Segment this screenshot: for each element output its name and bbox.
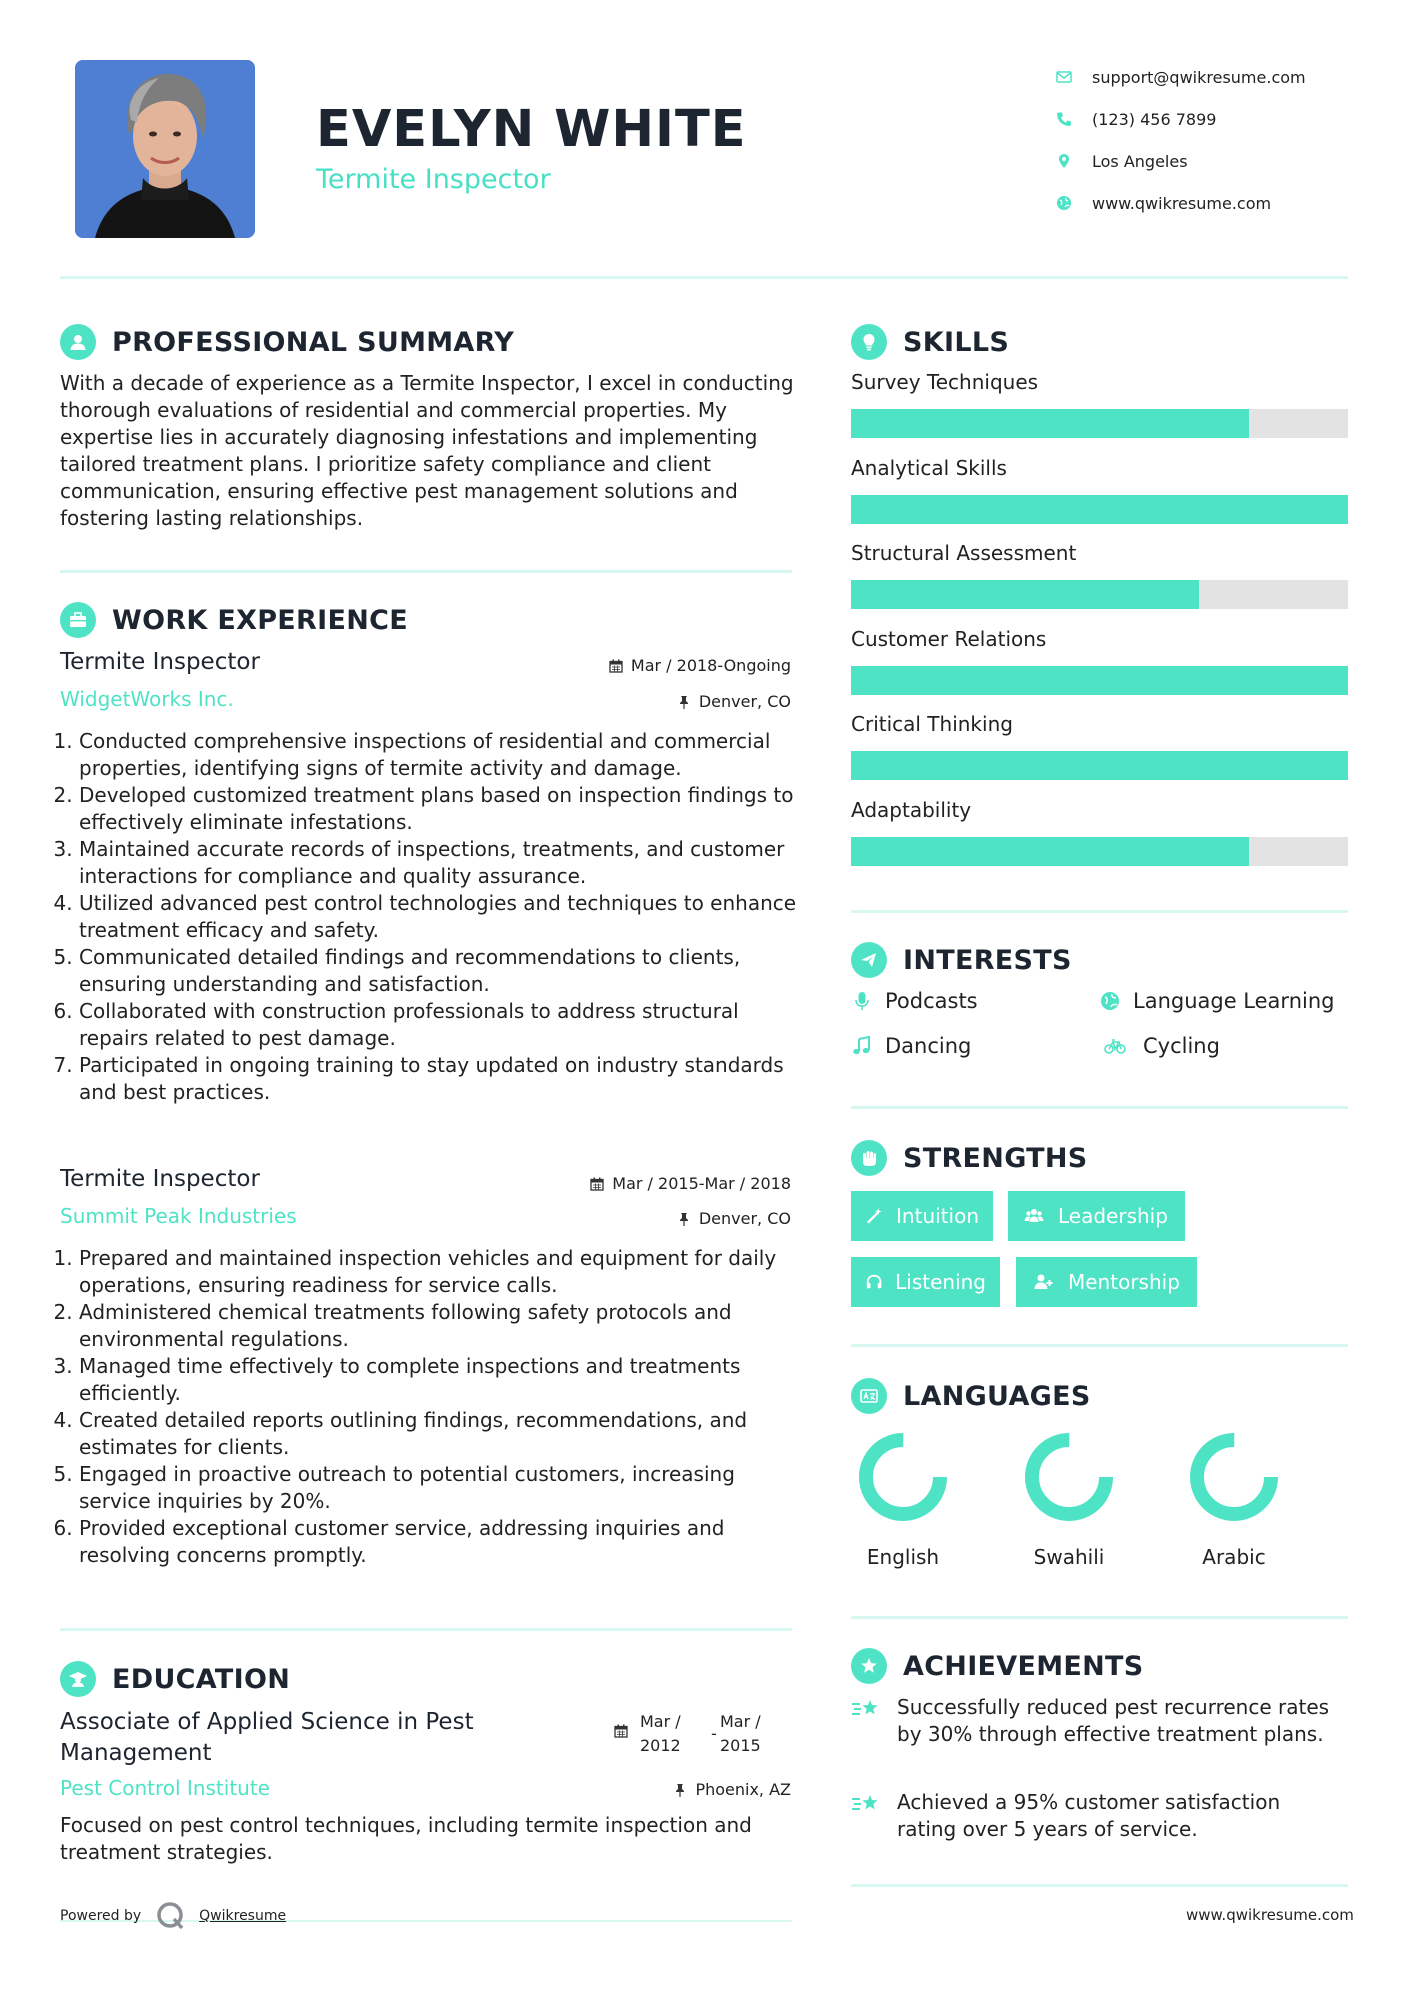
language-ring [1018, 1426, 1120, 1528]
skills-heading [851, 324, 1009, 360]
summary-heading [60, 324, 514, 360]
school-name: Pest Control Institute [60, 1776, 270, 1800]
contact-phone[interactable] [1056, 98, 1306, 140]
education-section-icon [60, 1661, 96, 1697]
summary-text: With a decade of experience as a Termite Inspector, I excel in conducting thorough evaluations of residential and commercial properties. My expertise lies in accurately diagnosing infestations and implementing tailored treatment plans. I prioritize safety compliance and client communication, ensuring effective pest management solutions and fostering lasting relationships. [60, 371, 794, 530]
contact-location [1056, 140, 1306, 182]
contact-list [1056, 56, 1306, 224]
user-plus-icon [1030, 1272, 1056, 1292]
skills-title: SKILLS [903, 326, 1010, 358]
education-heading [60, 1661, 290, 1697]
star-badge-icon [858, 1655, 880, 1677]
skill-bar [851, 751, 1348, 780]
skill-label: Analytical Skills [851, 455, 1007, 480]
education-location [480, 1780, 791, 1799]
languages-section-icon [851, 1378, 887, 1414]
skill-label: Survey Techniques [851, 370, 1039, 394]
skill-label: Critical Thinking [851, 712, 1013, 736]
summary-divider [60, 570, 792, 573]
skill-bar [851, 666, 1348, 695]
education-description: Focused on pest control techniques, including termite inspection and treatment strategies. [60, 1813, 752, 1864]
interests-heading [851, 942, 1072, 978]
skill-bar-fill [851, 409, 1249, 438]
skill-bar-fill [851, 495, 1348, 524]
duty-item: 5. Communicated detailed findings and recommendations to clients, ensuring understanding and satisfaction. [79, 944, 800, 998]
skill-bar [851, 495, 1348, 524]
bicycle-icon [1099, 1035, 1131, 1057]
interests-section-icon [851, 942, 887, 978]
job-dates-text: Mar / 2018-Ongoing [630, 656, 791, 675]
contact-website[interactable] [1056, 182, 1306, 224]
interests-title: INTERESTS [903, 944, 1072, 976]
portrait-image [75, 60, 255, 238]
language-ring [1183, 1426, 1285, 1528]
duty-item: 1. Prepared and maintained inspection vehicles and equipment for daily operations, ensuring readiness for service calls. [79, 1245, 800, 1299]
calendar-icon [609, 659, 623, 673]
duty-item: 2. Developed customized treatment plans based on inspection findings to effectively eliminate infestations. [79, 782, 800, 836]
job-dates [480, 656, 791, 675]
pushpin-icon [673, 1783, 687, 1797]
powered-by [60, 1900, 286, 1932]
duty-item: 1. Conducted comprehensive inspections of residential and commercial properties, identifying signs of termite activity and damage. [79, 728, 800, 782]
interest-item [851, 1034, 971, 1058]
achievement-item [851, 1694, 1341, 1748]
strength-label: Leadership [1058, 1204, 1168, 1228]
strength-tag [1016, 1257, 1197, 1307]
skill-bar-fill [851, 751, 1348, 780]
language-ring-arc [1197, 1440, 1271, 1514]
strength-tag [851, 1191, 993, 1241]
skill-bar [851, 837, 1348, 866]
skill-bar-fill [851, 837, 1249, 866]
duty-item: 6. Collaborated with construction professionals to address structural repairs related to pest damage. [79, 998, 800, 1052]
skills-section-icon [851, 324, 887, 360]
powered-by-label: Powered by [60, 1908, 142, 1924]
header-divider [60, 276, 1348, 279]
duty-item: 7. Participated in ongoing training to stay updated on industry standards and best practices. [79, 1052, 800, 1106]
skill-bar [851, 409, 1348, 438]
summary-title: PROFESSIONAL SUMMARY [112, 326, 515, 358]
language-label: Swahili [1033, 1545, 1105, 1569]
user-icon [67, 331, 89, 353]
job-title: Termite Inspector [60, 649, 260, 675]
achievements-heading [851, 1648, 1144, 1684]
calendar-icon [590, 1177, 604, 1191]
interest-item [1099, 1034, 1220, 1058]
job-duties-list [60, 728, 800, 1106]
experience-section-icon [60, 602, 96, 638]
degree-name: Associate of Applied Science in Pest Management [60, 1709, 474, 1766]
skill-bar-fill [851, 666, 1348, 695]
duty-item: 4. Created detailed reports outlining findings, recommendations, and estimates for clients. [79, 1407, 800, 1461]
education-end-month: Mar / [720, 1712, 761, 1731]
job-duties-list [60, 1245, 800, 1569]
languages-divider [851, 1616, 1348, 1619]
qwikresume-logo-icon [155, 1900, 187, 1932]
experience-heading [60, 602, 408, 638]
shooting-star-icon [851, 1696, 881, 1722]
pushpin-icon [677, 1212, 691, 1226]
language-label: English [866, 1545, 940, 1569]
strengths-divider [851, 1344, 1348, 1347]
footer-website-link[interactable]: www.qwikresume.com [1186, 1906, 1354, 1924]
education-dates [614, 1712, 800, 1758]
experience-divider [60, 1628, 792, 1631]
contact-email[interactable] [1056, 56, 1306, 98]
job-location-text: Denver, CO [698, 692, 791, 711]
interest-label: Podcasts [885, 989, 978, 1013]
job-location-text: Denver, CO [698, 1209, 791, 1228]
powered-by-brand-link[interactable]: Qwikresume [199, 1908, 287, 1924]
skill-label: Adaptability [851, 797, 972, 822]
interest-item [1099, 989, 1334, 1013]
job-dates [480, 1174, 791, 1193]
magic-wand-icon [865, 1206, 884, 1226]
achievement-text: Successfully reduced pest recurrence rates by 30% through effective treatment plans. [897, 1695, 1330, 1746]
education-date-dash: - [711, 1724, 717, 1743]
headphones-icon [865, 1272, 883, 1292]
duty-item: 5. Engaged in proactive outreach to potential customers, increasing service inquiries by 20%. [79, 1461, 800, 1515]
interest-label: Cycling [1143, 1034, 1220, 1058]
envelope-icon [1056, 69, 1072, 85]
language-card-icon [858, 1385, 880, 1407]
strength-tag [851, 1257, 1000, 1307]
users-icon [1022, 1206, 1046, 1226]
contact-email-text: support@qwikresume.com [1092, 67, 1306, 87]
shooting-star-icon [851, 1791, 881, 1817]
strength-label: Intuition [896, 1204, 979, 1228]
job-title: Termite Inspector [60, 1166, 260, 1192]
job-company: Summit Peak Industries [60, 1204, 297, 1228]
profile-photo [75, 60, 255, 238]
achievements-section-icon [851, 1648, 887, 1684]
interest-item [851, 989, 978, 1013]
languages-title: LANGUAGES [903, 1380, 1091, 1412]
paper-plane-icon [858, 949, 880, 971]
microphone-icon [851, 990, 873, 1012]
experience-title: WORK EXPERIENCE [112, 604, 408, 636]
education-start-year: 2012 [640, 1736, 681, 1755]
strength-label: Listening [895, 1270, 986, 1294]
languages-heading [851, 1378, 1091, 1414]
achievement-item [851, 1789, 1341, 1843]
pushpin-icon [677, 695, 691, 709]
job-company: WidgetWorks Inc. [60, 687, 234, 711]
calendar-icon [614, 1724, 628, 1738]
strength-tag [1008, 1191, 1185, 1241]
duty-item: 3. Maintained accurate records of inspections, treatments, and customer interactions for compliance and quality assurance. [79, 836, 800, 890]
raised-fist-icon [858, 1147, 880, 1169]
summary-section-icon [60, 324, 96, 360]
strengths-heading [851, 1140, 1088, 1176]
achievement-text: Achieved a 95% customer satisfaction rating over 5 years of service. [897, 1790, 1281, 1841]
language-ring-arc [866, 1440, 940, 1514]
interests-divider [851, 1106, 1348, 1109]
job-location [480, 692, 791, 711]
strengths-title: STRENGTHS [903, 1142, 1088, 1174]
candidate-name: EVELYN WHITE [316, 100, 747, 159]
skill-label: Customer Relations [851, 626, 1047, 651]
duty-item: 6. Provided exceptional customer service, addressing inquiries and resolving concerns promptly. [79, 1515, 800, 1569]
globe-icon [1099, 990, 1121, 1012]
globe-icon [1056, 195, 1072, 211]
lightbulb-icon [858, 331, 880, 353]
music-note-icon [851, 1035, 873, 1057]
achievements-divider [851, 1884, 1348, 1887]
education-title: EDUCATION [112, 1663, 291, 1695]
education-location-text: Phoenix, AZ [695, 1780, 791, 1799]
interest-label: Dancing [885, 1034, 972, 1058]
language-ring-arc [1032, 1440, 1106, 1514]
achievements-title: ACHIEVEMENTS [903, 1650, 1144, 1682]
strengths-section-icon [851, 1140, 887, 1176]
skill-label: Structural Assessment [851, 541, 1077, 565]
contact-location-text: Los Angeles [1092, 151, 1188, 171]
job-location [480, 1209, 791, 1228]
interest-label: Language Learning [1133, 989, 1335, 1013]
duty-item: 4. Utilized advanced pest control technologies and techniques to enhance treatment efficacy and safety. [79, 890, 800, 944]
education-end-year: 2015 [720, 1736, 761, 1755]
contact-phone-text: (123) 456 7899 [1092, 109, 1217, 129]
language-label: Arabic [1202, 1545, 1266, 1569]
education-start-month: Mar / [640, 1712, 681, 1731]
language-ring [852, 1426, 954, 1528]
skill-bar-fill [851, 580, 1199, 609]
duty-item: 2. Administered chemical treatments following safety protocols and environmental regulations. [79, 1299, 800, 1353]
candidate-title: Termite Inspector [316, 164, 551, 195]
briefcase-icon [67, 609, 89, 631]
phone-icon [1056, 111, 1072, 127]
duty-item: 3. Managed time effectively to complete inspections and treatments efficiently. [79, 1353, 800, 1407]
map-pin-icon [1056, 153, 1072, 169]
skills-divider [851, 910, 1348, 913]
skill-bar [851, 580, 1348, 609]
strength-label: Mentorship [1068, 1270, 1180, 1294]
job-dates-text: Mar / 2015-Mar / 2018 [612, 1174, 791, 1193]
contact-website-text: www.qwikresume.com [1092, 193, 1272, 213]
graduate-icon [67, 1668, 89, 1690]
